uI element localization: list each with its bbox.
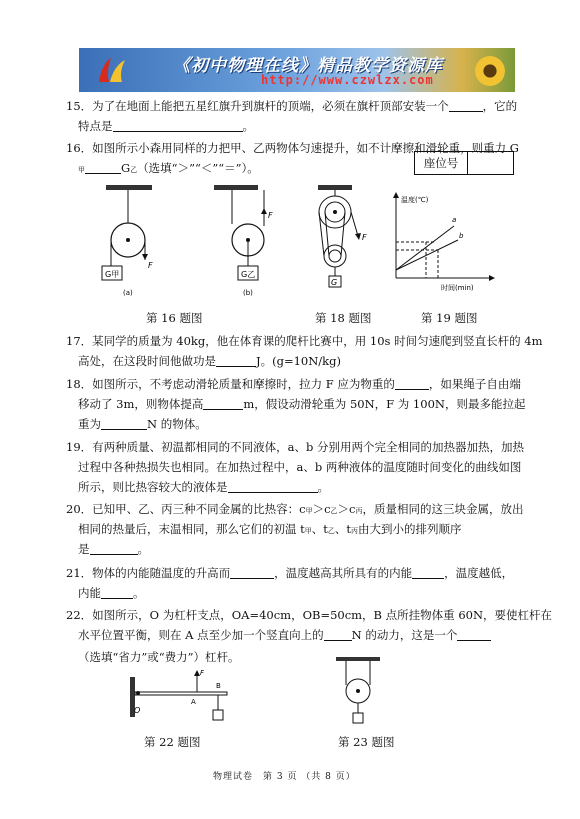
seat-number-label: 座位号 [415,152,468,174]
q16-line1: 16．如图所示小森用同样的力把甲、乙两物体匀速提升，如不计摩擦和滑轮重，则重力 G [66,141,519,155]
q18-blank3 [101,418,147,430]
figure-23-pulley [336,657,380,723]
q17-blank [216,355,256,367]
q15-blank1 [449,100,483,112]
q21-blank2 [412,567,444,579]
caption-fig16: 第 16 题图 [146,311,203,325]
svg-text:b: b [459,232,464,240]
site-logo-icon [95,54,129,86]
q18-line3: 重为 N 的物体。 [78,417,207,431]
figures-row-22-23 [120,655,400,735]
q19-blank [228,481,318,493]
q21-blank1 [230,567,274,579]
q22-blank1 [324,629,352,641]
caption-fig23: 第 23 题图 [338,735,395,749]
q20-line3: 是 。 [78,542,149,556]
q22-line1: 22．如图所示，O 为杠杆支点，OA=40cm，OB=50cm，B 点所挂物体重 60N，要使杠杆在 [66,608,553,622]
svg-text:F: F [200,669,205,677]
seat-number-box [414,151,514,175]
svg-text:(a): (a) [123,289,133,297]
svg-text:F: F [362,233,367,242]
q20-line1: 20．已知甲、乙、丙三种不同金属的比热容：c甲＞c乙＞c丙，质量相同的这三块金属，放出 [66,502,524,516]
q16-line2: 甲 G乙（选填“＞”“＜”“＝”）。 [78,161,259,175]
q18-line1: 18．如图所示，不考虑动滑轮质量和摩擦时，拉力 F 应为物重的 ，如果绳子自由端 [66,377,521,391]
svg-text:a: a [452,216,457,224]
q17-line2: 高处，在这段时间他做功是 J。(g=10N/kg) [78,354,341,368]
q18-line2: 移动了 3m，则物体提高 m，假设动滑轮重为 50N，F 为 100N，则最多能拉起 [78,397,526,411]
q21-line2: 内能 。 [78,586,145,600]
page-footer: 物理试卷 第 3 页 （共 8 页） [213,772,356,782]
caption-fig18: 第 18 题图 [315,311,372,325]
figure-22-lever [130,669,227,720]
banner-url[interactable]: http://www.czwlzx.com [261,73,434,87]
banner-title: 《初中物理在线》精品教学资源库 [173,56,443,76]
svg-text:O: O [134,706,141,715]
caption-fig19: 第 19 题图 [421,311,478,325]
q22-line2: 水平位置平衡，则在 A 点至少加一个竖直向上的 N 的动力，这是一个 [78,628,491,643]
figures-row-16-18-19 [96,182,496,300]
g-jia-label: G甲 [105,270,120,279]
q22-line3: （选填“省力”或“费力”）杠杆。 [78,650,240,664]
q22-blank2 [457,629,491,641]
q18-blank1 [395,378,429,390]
svg-text:F: F [148,261,153,270]
q20-blank [90,543,138,555]
sunflower-icon [475,56,505,86]
q21-line1: 21．物体的内能随温度的升高而 ，温度越高其所具有的内能 ，温度越低， [66,566,514,580]
q15-line2: 特点是 。 [78,119,254,133]
q21-blank3 [101,587,133,599]
q15-blank2 [113,120,243,132]
q19-line2: 过程中各种热损失也相同。在加热过程中，a、b 两种液体的温度随时间变化的曲线如图 [78,460,522,474]
fig19-x-label: 时间(min) [441,284,474,292]
q20-line2: 相同的热量后，末温相同，那么它们的初温 t甲、t乙、t丙由大到小的排列顺序 [78,522,462,536]
figure-16b [214,185,273,297]
figure-18 [318,185,367,287]
figure-16a [102,185,153,297]
q17-line1: 17．某同学的质量为 40kg，他在体育课的爬杆比赛中，用 10s 时间匀速爬到竖直长杆的 4m [66,334,543,348]
q18-blank2 [203,398,243,410]
q16-blank [85,162,121,174]
svg-text:G: G [331,278,338,287]
q19-line3: 所示，则比热容较大的液体是 。 [78,480,329,494]
figure-19-chart [393,192,495,292]
q19-line1: 19．有两种质量、初温都相同的不同液体，a、b 分别用两个完全相同的加热器加热，加热 [66,440,525,454]
svg-text:(b): (b) [243,289,253,297]
q15-line1: 15．为了在地面上能把五星红旗升到旗杆的顶端，必须在旗杆顶部安装一个 ，它的 [66,99,518,113]
svg-text:B: B [216,682,221,690]
svg-text:F: F [268,211,273,220]
fig19-y-label: 温度(℃) [401,196,429,204]
caption-fig22: 第 22 题图 [144,735,201,749]
svg-text:A: A [191,698,196,706]
g-yi-label: G乙 [241,270,256,279]
header-banner [79,48,515,92]
